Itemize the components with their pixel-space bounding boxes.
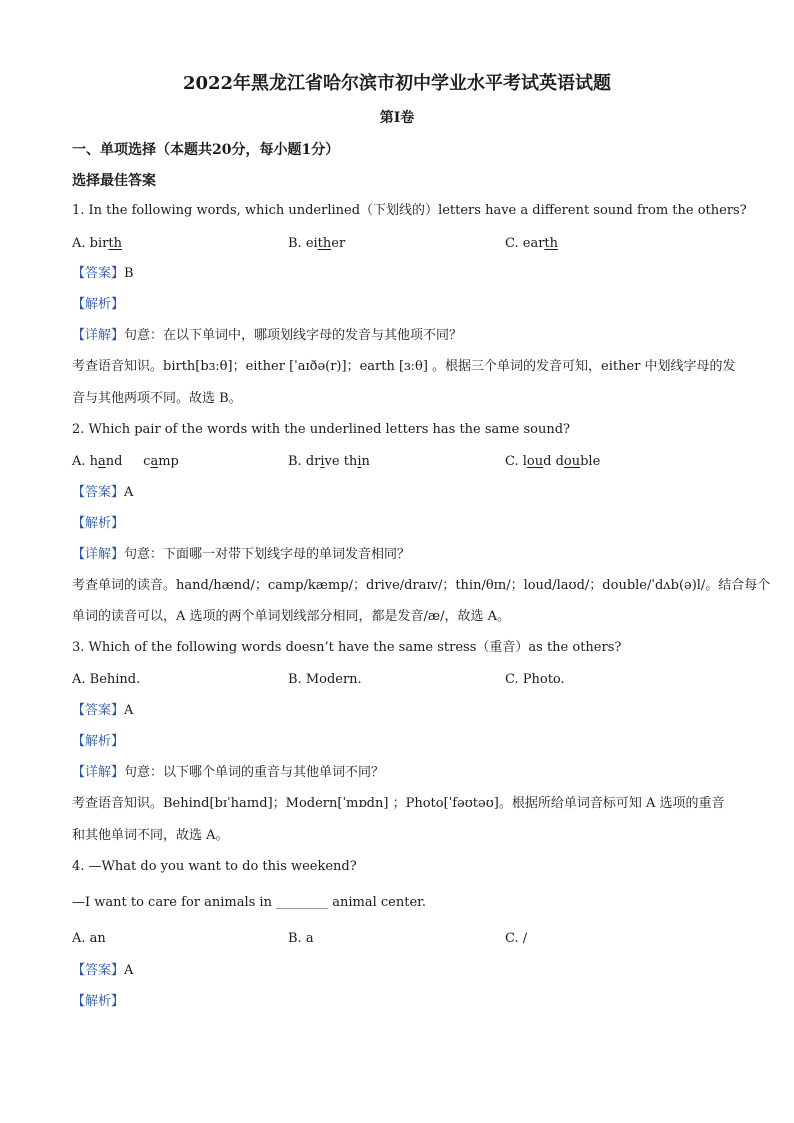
question-3-stem: 3. Which of the following words doesn’t have the same stress（重音）as the others? bbox=[72, 640, 622, 655]
q2-analysis-label: 【解析】 bbox=[72, 516, 125, 531]
page-title: 2022年黑龙江省哈尔滨市初中学业水平考试英语试题 bbox=[182, 73, 612, 94]
q4-analysis-label: 【解析】 bbox=[72, 994, 125, 1009]
q1-answer: 【答案】B bbox=[72, 266, 134, 281]
q1-explanation-1: 考查语音知识。birth[bɜːθ]；either [ˈaɪðə(r)]；earth [ɜːθ] 。根据三个单词的发音可知，either 中划线字母的发 bbox=[72, 359, 736, 374]
q4-option-c: C. / bbox=[505, 931, 528, 946]
q1-option-a: A. birth bbox=[72, 236, 122, 251]
q3-explanation-2: 和其他单词不同，故选 A。 bbox=[72, 828, 229, 843]
q3-answer: 【答案】A bbox=[72, 703, 134, 718]
q1-option-b: B. either bbox=[288, 236, 346, 251]
q2-explanation-1: 考查单词的读音。hand/hænd/；camp/kæmp/；drive/draɪv/；thin/θɪn/；loud/laʊd/；double/ˈdʌb(ə)l/。结合每个 bbox=[72, 578, 771, 593]
q2-explanation-2: 单词的读音可以，A 选项的两个单词划线部分相同，都是发音/æ/，故选 A。 bbox=[72, 609, 511, 624]
q3-detail: 【详解】句意：以下哪个单词的重音与其他单词不同？ bbox=[72, 765, 385, 780]
q1-analysis-label: 【解析】 bbox=[72, 297, 125, 312]
section-heading: 一、单项选择（本题共20分，每小题1分） bbox=[72, 142, 340, 158]
q1-explanation-2: 音与其他两项不同。故选 B。 bbox=[72, 391, 242, 406]
q3-analysis-label: 【解析】 bbox=[72, 734, 125, 749]
q4-option-b: B. a bbox=[288, 931, 314, 946]
question-1-stem: 1. In the following words, which underlined（下划线的）letters have a different sound from the others? bbox=[72, 203, 747, 218]
q4-answer: 【答案】A bbox=[72, 963, 134, 978]
q1-option-c: C. earth bbox=[505, 236, 559, 251]
q2-detail: 【详解】句意：下面哪一对带下划线字母的单词发音相同？ bbox=[72, 547, 411, 562]
question-4-dialogue: —I want to care for animals in ________ animal center. bbox=[72, 895, 427, 910]
section-subheading: 选择最佳答案 bbox=[72, 173, 156, 189]
q3-explanation-1: 考查语音知识。Behind[bɪˈhaɪnd]；Modern[ˈmɒdn] ；Photo[ˈfəʊtəʊ]。根据所给单词音标可知 A 选项的重音 bbox=[72, 796, 725, 811]
q1-detail: 【详解】句意：在以下单词中，哪项划线字母的发音与其他项不同？ bbox=[72, 328, 463, 343]
q2-option-c: C. loud double bbox=[505, 454, 601, 469]
q3-option-a: A. Behind. bbox=[72, 672, 141, 687]
q2-option-b: B. drive thin bbox=[288, 454, 370, 469]
q4-option-a: A. an bbox=[72, 931, 106, 946]
question-2-stem: 2. Which pair of the words with the underlined letters has the same sound? bbox=[72, 422, 570, 437]
question-4-stem: 4. —What do you want to do this weekend? bbox=[72, 859, 357, 874]
q2-option-a: A. hand camp bbox=[72, 454, 179, 469]
q3-option-c: C. Photo. bbox=[505, 672, 565, 687]
volume-title: 第Ⅰ卷 bbox=[379, 110, 415, 126]
q3-option-b: B. Modern. bbox=[288, 672, 362, 687]
q2-answer: 【答案】A bbox=[72, 485, 134, 500]
